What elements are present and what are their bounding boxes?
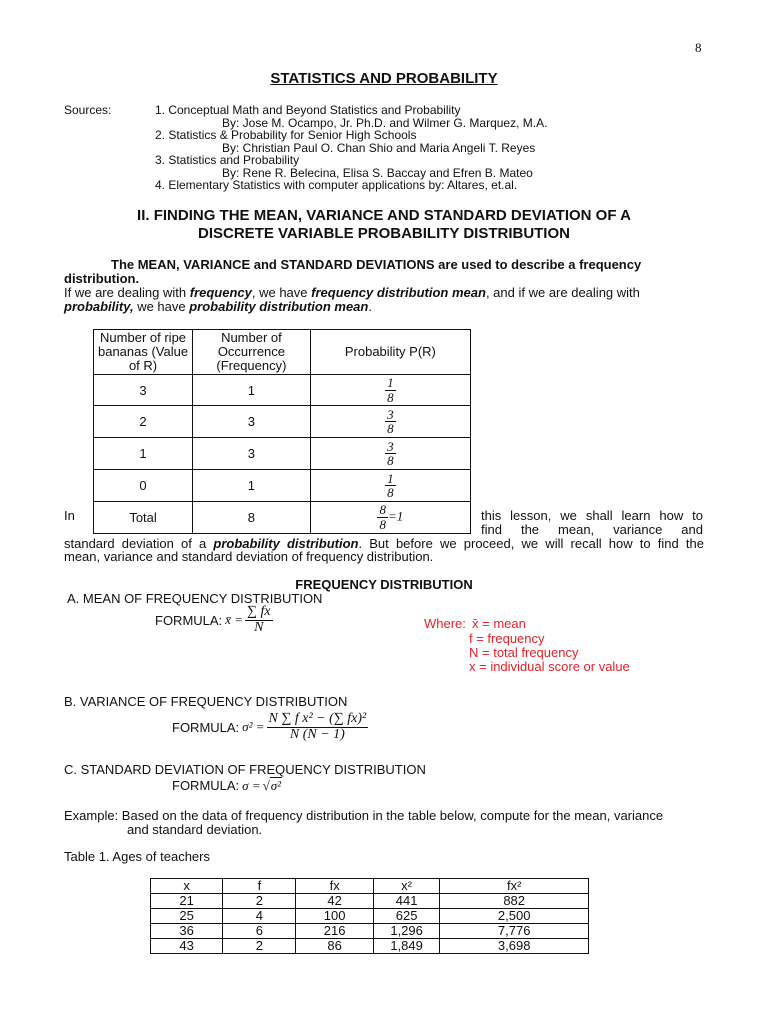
cell-p [310,375,470,406]
example-line1: Example: Based on the data of frequency distribution in the table below, compute for the mean, variance [64,808,664,823]
cell: 25 [151,909,223,924]
ages-table [150,878,589,954]
text-run: , and if we are dealing with [485,285,640,300]
cell: 42 [296,894,373,909]
total-result: =1 [387,508,404,524]
cell: 625 [373,909,440,924]
table-header-row [94,330,471,375]
cell: 882 [440,894,589,909]
total-f: 8 [193,502,311,533]
cell-f: 1 [193,375,311,406]
formula-lhs: σ = [242,777,261,793]
where-item: x̄ = mean [472,616,526,631]
denominator: 8 [387,421,394,437]
cell: 1,296 [373,924,440,939]
header-cell: Probability P(R) [310,330,470,375]
page-number: 8 [695,40,702,55]
table-row [151,924,589,939]
cell-r: 3 [94,375,193,406]
cell: 21 [151,894,223,909]
formula-numerator: ∑ fx [246,603,271,619]
formula-lhs: σ² = [242,719,265,734]
lesson-right-line2: find the mean, variance and [481,522,703,537]
cell: 6 [223,924,296,939]
header-cell: fx² [440,879,589,894]
variance-heading: B. VARIANCE OF FREQUENCY DISTRIBUTION [64,694,348,709]
cell: 86 [296,939,373,954]
formula-lhs: x̄ = [225,612,243,627]
header-cell: x² [373,879,440,894]
cell: 100 [296,909,373,924]
table-row [94,375,471,406]
text-run: If we are dealing with [64,285,190,300]
total-p [310,502,470,533]
cell: 43 [151,939,223,954]
header-cell: f [223,879,296,894]
header-cell: x [151,879,223,894]
source-line: 3. Statistics and Probability [155,153,300,167]
cell-r: 1 [94,438,193,470]
cell: 4 [223,909,296,924]
cell-p [310,470,470,502]
probability-table [93,329,471,534]
cell: 1,849 [373,939,440,954]
cell: 7,776 [440,924,589,939]
cell: 2,500 [440,909,589,924]
cell-r: 0 [94,470,193,502]
example-line2: and standard deviation. [127,822,263,837]
table-row [94,438,471,470]
emphasis: frequency distribution mean [311,285,486,300]
table-total-row [94,502,471,533]
cell: 2 [223,939,296,954]
cell: 2 [223,894,296,909]
header-cell: Number of ripe bananas (Value of R) [94,330,193,375]
where-item: f = frequency [469,631,545,646]
text-run: . [368,299,372,314]
emphasis: probability distribution mean [189,299,369,314]
sqrt-icon: √ [262,777,270,793]
variance-formula [172,706,368,748]
section-heading-line2: DISCRETE VARIABLE PROBABILITY DISTRIBUTION [198,225,570,242]
cell-p [310,438,470,470]
formula-label: FORMULA: [172,719,240,735]
intro-bold-line2: distribution. [64,271,140,286]
cell-r: 2 [94,406,193,438]
cell: 216 [296,924,373,939]
source-line: 1. Conceptual Math and Beyond Statistics and Probability [155,103,461,117]
section-heading-line1: II. FINDING THE MEAN, VARIANCE AND STANDARD DEVIATION OF A [137,207,631,224]
table-row [151,939,589,954]
table-row [94,470,471,502]
sources-label: Sources: [64,103,112,117]
intro-paragraph-line1 [64,285,640,300]
formula-label: FORMULA: [155,612,223,628]
total-label: Total [94,502,193,533]
cell: 3,698 [440,939,589,954]
table-row [151,894,589,909]
cell-f: 1 [193,470,311,502]
table-row [94,406,471,438]
cell: 36 [151,924,223,939]
mean-heading: A. MEAN OF FREQUENCY DISTRIBUTION [67,591,323,606]
formula-label: FORMULA: [172,778,240,793]
table-header-row [151,879,589,894]
lesson-right-line1: this lesson, we shall learn how to [481,508,703,523]
intro-bold-line1: The MEAN, VARIANCE and STANDARD DEVIATIONS are used to describe a frequency [111,257,642,272]
denominator: 8 [387,453,394,469]
text-run: , we have [251,285,312,300]
emphasis: probability distribution [213,536,359,551]
denominator: 8 [379,516,386,532]
emphasis: probability, [64,299,134,314]
where-item: x = individual score or value [469,659,630,674]
emphasis: frequency [189,285,252,300]
text-run: standard deviation of a [64,536,214,551]
intro-paragraph-line2 [64,299,372,314]
source-line: By: Rene R. Belecina, Elisa S. Baccay and Efren B. Mateo [222,166,533,180]
frequency-distribution-heading: FREQUENCY DISTRIBUTION [295,577,473,592]
formula-radicand: σ² [270,778,282,793]
cell-p [310,406,470,438]
source-line: 2. Statistics & Probability for Senior High Schools [155,128,417,142]
cell-f: 3 [193,438,311,470]
page-title: STATISTICS AND PROBABILITY [270,70,498,87]
table-row [151,909,589,924]
formula-denominator: N [254,619,264,635]
lesson-line4: mean, variance and standard deviation of frequency distribution. [64,549,434,564]
numerator: 1 [387,470,394,486]
header-cell: Number of Occurrence (Frequency) [193,330,311,375]
text-run: we have [133,299,190,314]
mean-formula [155,600,273,640]
numerator: 3 [387,438,394,454]
where-item: N = total frequency [469,645,579,660]
formula-numerator: N ∑ f x² − (∑ fx)² [268,710,367,726]
numerator: 1 [387,375,394,390]
source-line: By: Jose M. Ocampo, Jr. Ph.D. and Wilmer G. Marquez, M.A. [222,116,548,130]
where-label: Where: [424,616,466,631]
cell: 441 [373,894,440,909]
sd-formula [172,777,282,794]
cell-f: 3 [193,406,311,438]
table1-caption: Table 1. Ages of teachers [64,849,210,864]
denominator: 8 [387,485,394,501]
lesson-in-word: In [64,508,75,523]
numerator: 3 [387,406,394,422]
header-cell: fx [296,879,373,894]
source-line: By: Christian Paul O. Chan Shio and Maria Angeli T. Reyes [222,141,536,155]
numerator: 8 [379,502,386,518]
formula-denominator: N (N − 1) [289,726,345,742]
source-line: 4. Elementary Statistics with computer applications by: Altares, et.al. [155,178,518,192]
text-run: . But before we proceed, we will recall how to find the [358,536,704,551]
denominator: 8 [387,389,394,405]
sd-heading: C. STANDARD DEVIATION OF FREQUENCY DISTRIBUTION [64,762,426,777]
